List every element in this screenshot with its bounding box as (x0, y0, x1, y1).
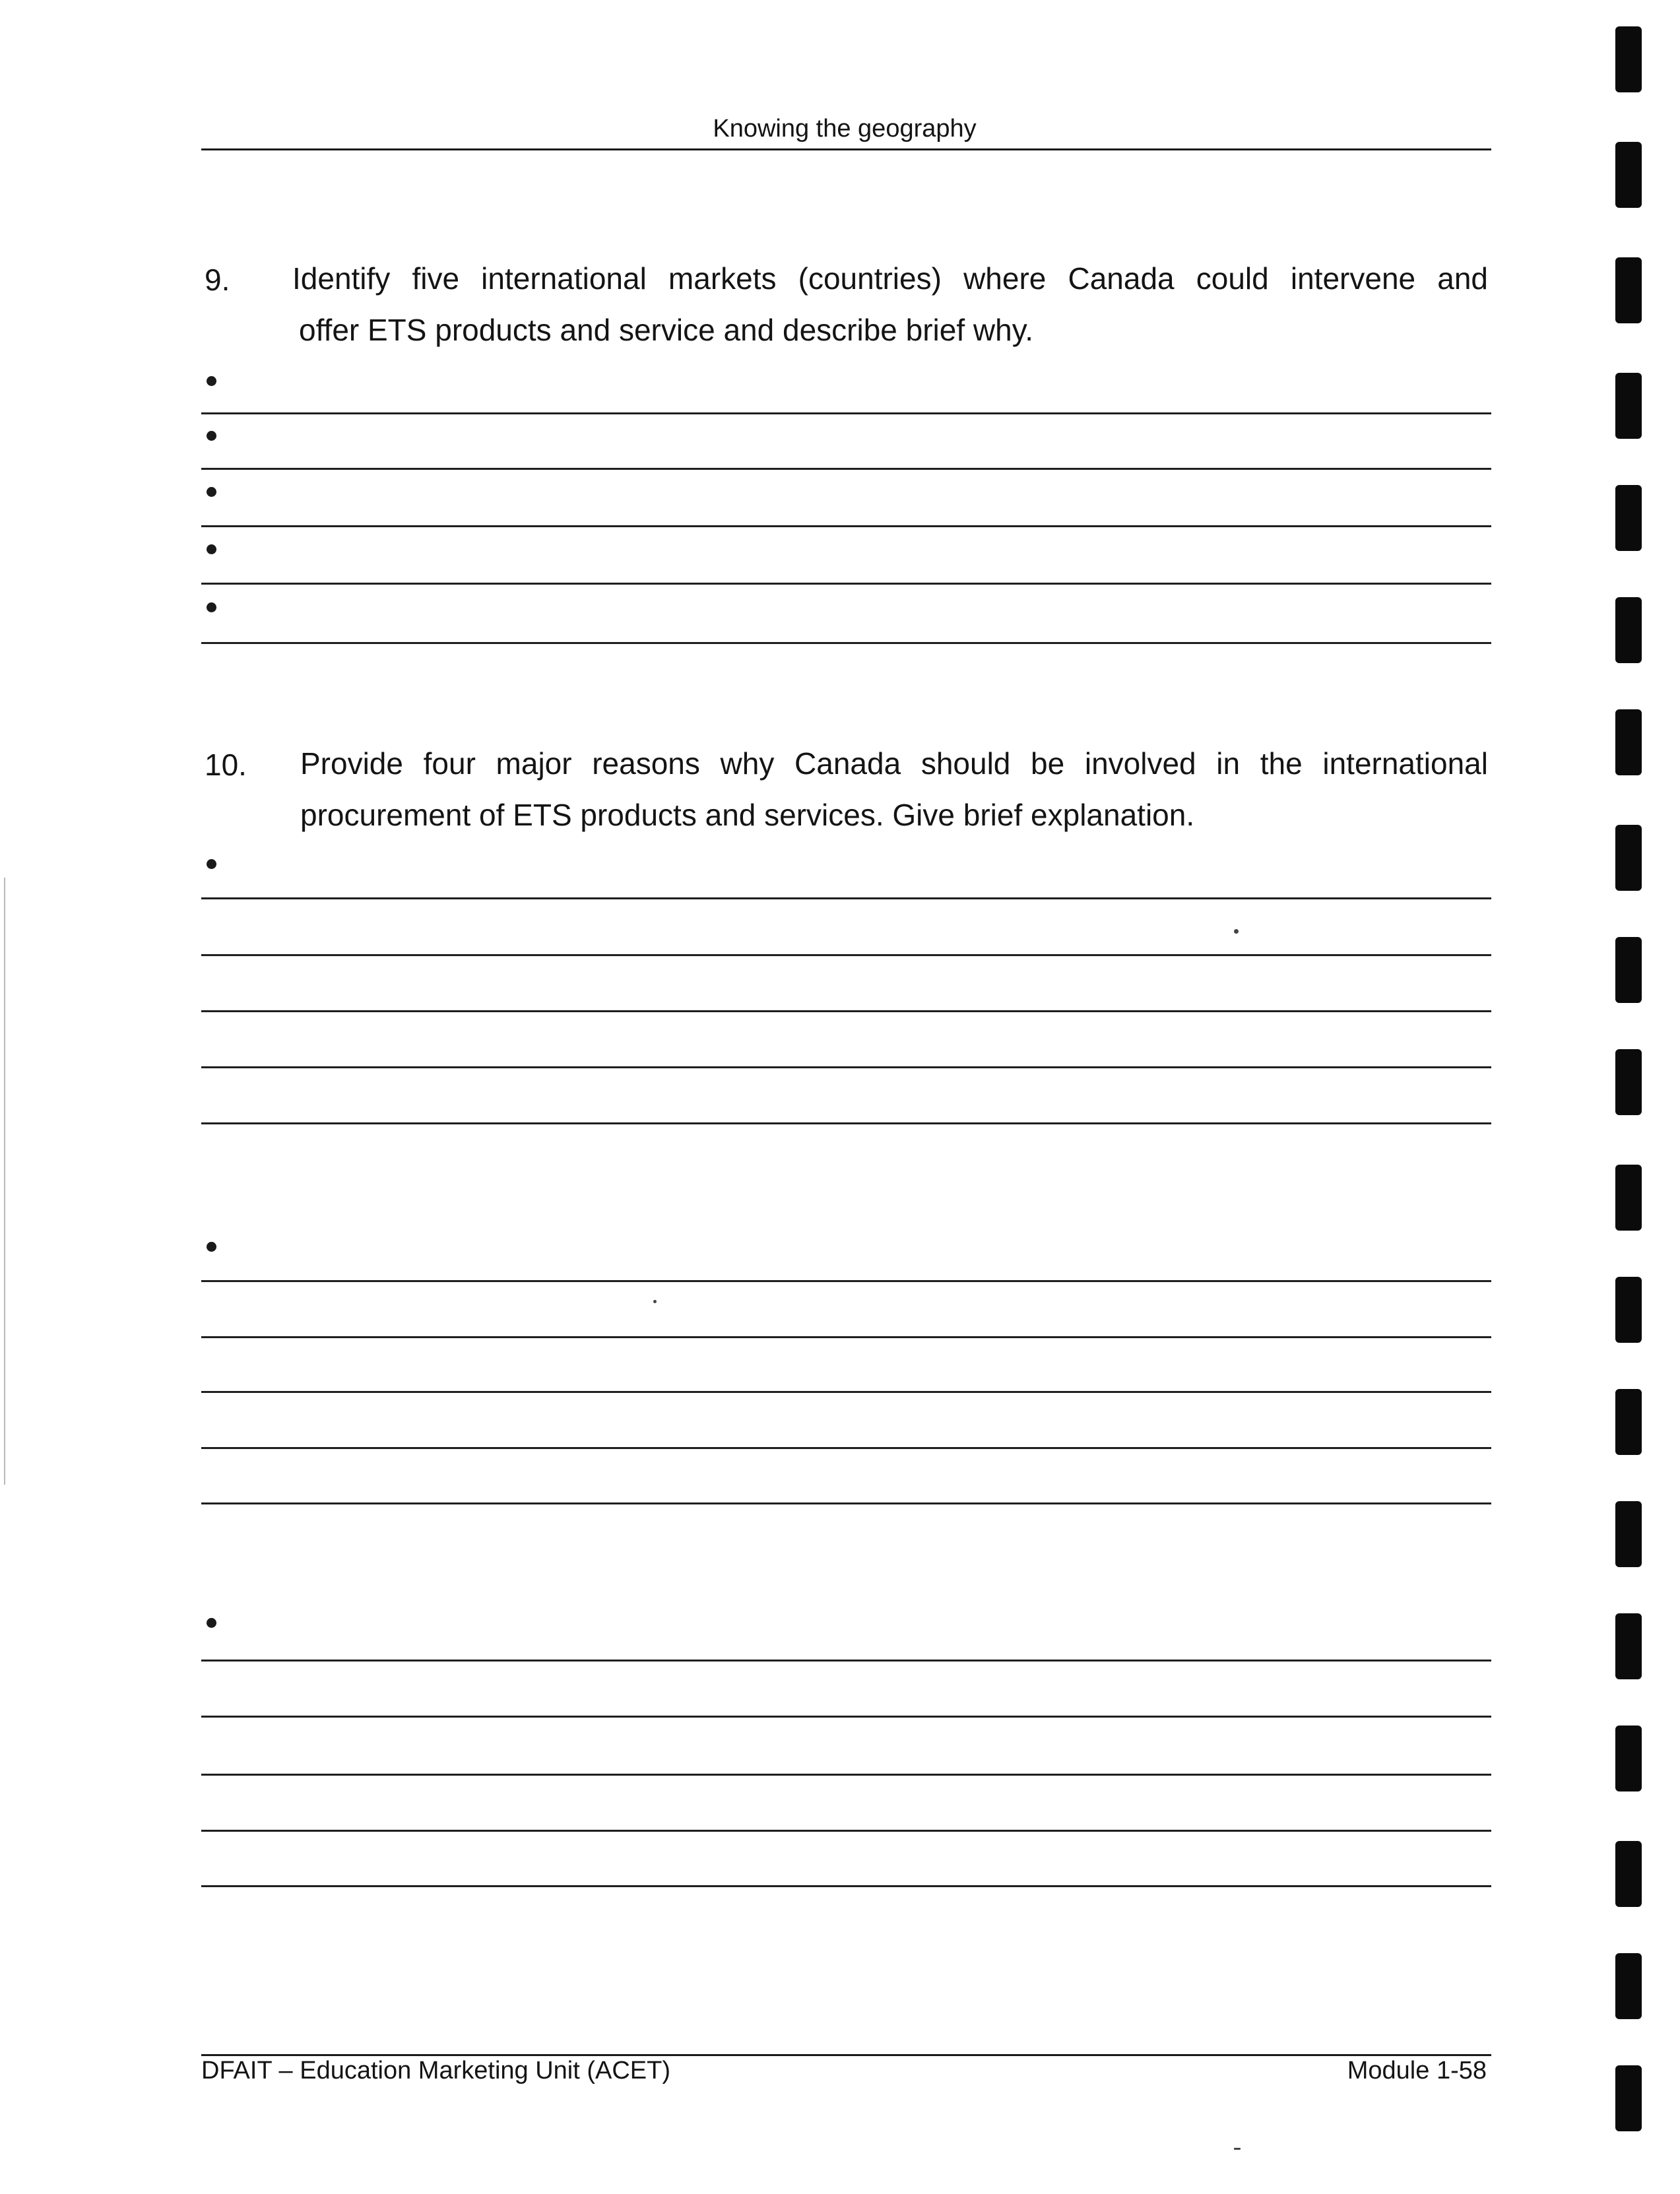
binding-hole (1615, 26, 1642, 92)
scan-edge-line (4, 878, 5, 1485)
answer-line-q10-2d[interactable] (201, 1447, 1491, 1449)
binding-hole (1615, 1049, 1642, 1115)
question-10-text (300, 738, 1488, 841)
header-rule (201, 148, 1491, 150)
answer-line-q9-1[interactable] (201, 412, 1491, 414)
scan-speck (653, 1300, 657, 1303)
answer-line-q10-3e[interactable] (201, 1885, 1491, 1887)
question-9-number: 9. (205, 263, 230, 297)
answer-line-q10-3d[interactable] (201, 1830, 1491, 1832)
answer-line-q10-1e[interactable] (201, 1122, 1491, 1124)
binding-hole (1615, 1501, 1642, 1567)
question-9-line-2: offer ETS products and service and describe brief why. (299, 313, 1034, 347)
question-9-text (292, 253, 1488, 356)
footer-publisher: DFAIT – Education Marketing Unit (ACET) (201, 2057, 670, 2084)
answer-line-q9-2[interactable] (201, 468, 1491, 470)
page-header-title: Knowing the geography (713, 115, 977, 143)
answer-line-q10-1b[interactable] (201, 954, 1491, 956)
answer-bullet-q9-2 (207, 431, 216, 441)
answer-bullet-q9-1 (207, 376, 216, 386)
answer-bullet-q10-1 (207, 859, 216, 869)
question-10-line-2: procurement of ETS products and services. Give brief explanation. (300, 798, 1195, 832)
answer-bullet-q9-5 (207, 602, 216, 612)
question-9-line-1: Identify five international markets (countries) where Canada could intervene and (292, 261, 1488, 296)
scan-speck (1234, 929, 1239, 934)
binding-hole (1615, 825, 1642, 891)
answer-line-q9-3[interactable] (201, 525, 1491, 527)
answer-line-q10-2c[interactable] (201, 1391, 1491, 1393)
binding-hole (1615, 142, 1642, 208)
answer-line-q10-1c[interactable] (201, 1010, 1491, 1012)
binding-hole (1615, 709, 1642, 775)
answer-line-q10-1a[interactable] (201, 897, 1491, 899)
question-10-line-1: Provide four major reasons why Canada should be involved in the international (300, 746, 1488, 781)
answer-line-q10-2b[interactable] (201, 1336, 1491, 1338)
binding-hole (1615, 1841, 1642, 1907)
binding-hole (1615, 1165, 1642, 1231)
answer-bullet-q9-4 (207, 544, 216, 554)
binding-hole (1615, 373, 1642, 439)
binding-hole (1615, 1613, 1642, 1679)
binding-hole (1615, 1389, 1642, 1455)
answer-bullet-q10-2 (207, 1242, 216, 1252)
binding-hole (1615, 257, 1642, 323)
answer-line-q10-2a[interactable] (201, 1280, 1491, 1282)
answer-line-q10-3c[interactable] (201, 1774, 1491, 1776)
answer-line-q10-3b[interactable] (201, 1716, 1491, 1718)
footer-page-number: Module 1-58 (1347, 2057, 1487, 2084)
binding-hole (1615, 937, 1642, 1003)
binding-hole (1615, 597, 1642, 663)
scan-speck (1234, 2148, 1241, 2150)
answer-line-q9-4[interactable] (201, 583, 1491, 585)
binding-hole (1615, 485, 1642, 551)
binding-hole (1615, 2065, 1642, 2131)
answer-line-q10-1d[interactable] (201, 1066, 1491, 1068)
answer-line-q9-5[interactable] (201, 642, 1491, 644)
binding-hole (1615, 1953, 1642, 2019)
answer-bullet-q9-3 (207, 487, 216, 497)
binding-hole (1615, 1277, 1642, 1343)
answer-line-q10-3a[interactable] (201, 1660, 1491, 1662)
question-10-number: 10. (205, 748, 247, 782)
answer-bullet-q10-3 (207, 1618, 216, 1628)
binding-hole (1615, 1726, 1642, 1791)
answer-line-q10-2e[interactable] (201, 1502, 1491, 1504)
